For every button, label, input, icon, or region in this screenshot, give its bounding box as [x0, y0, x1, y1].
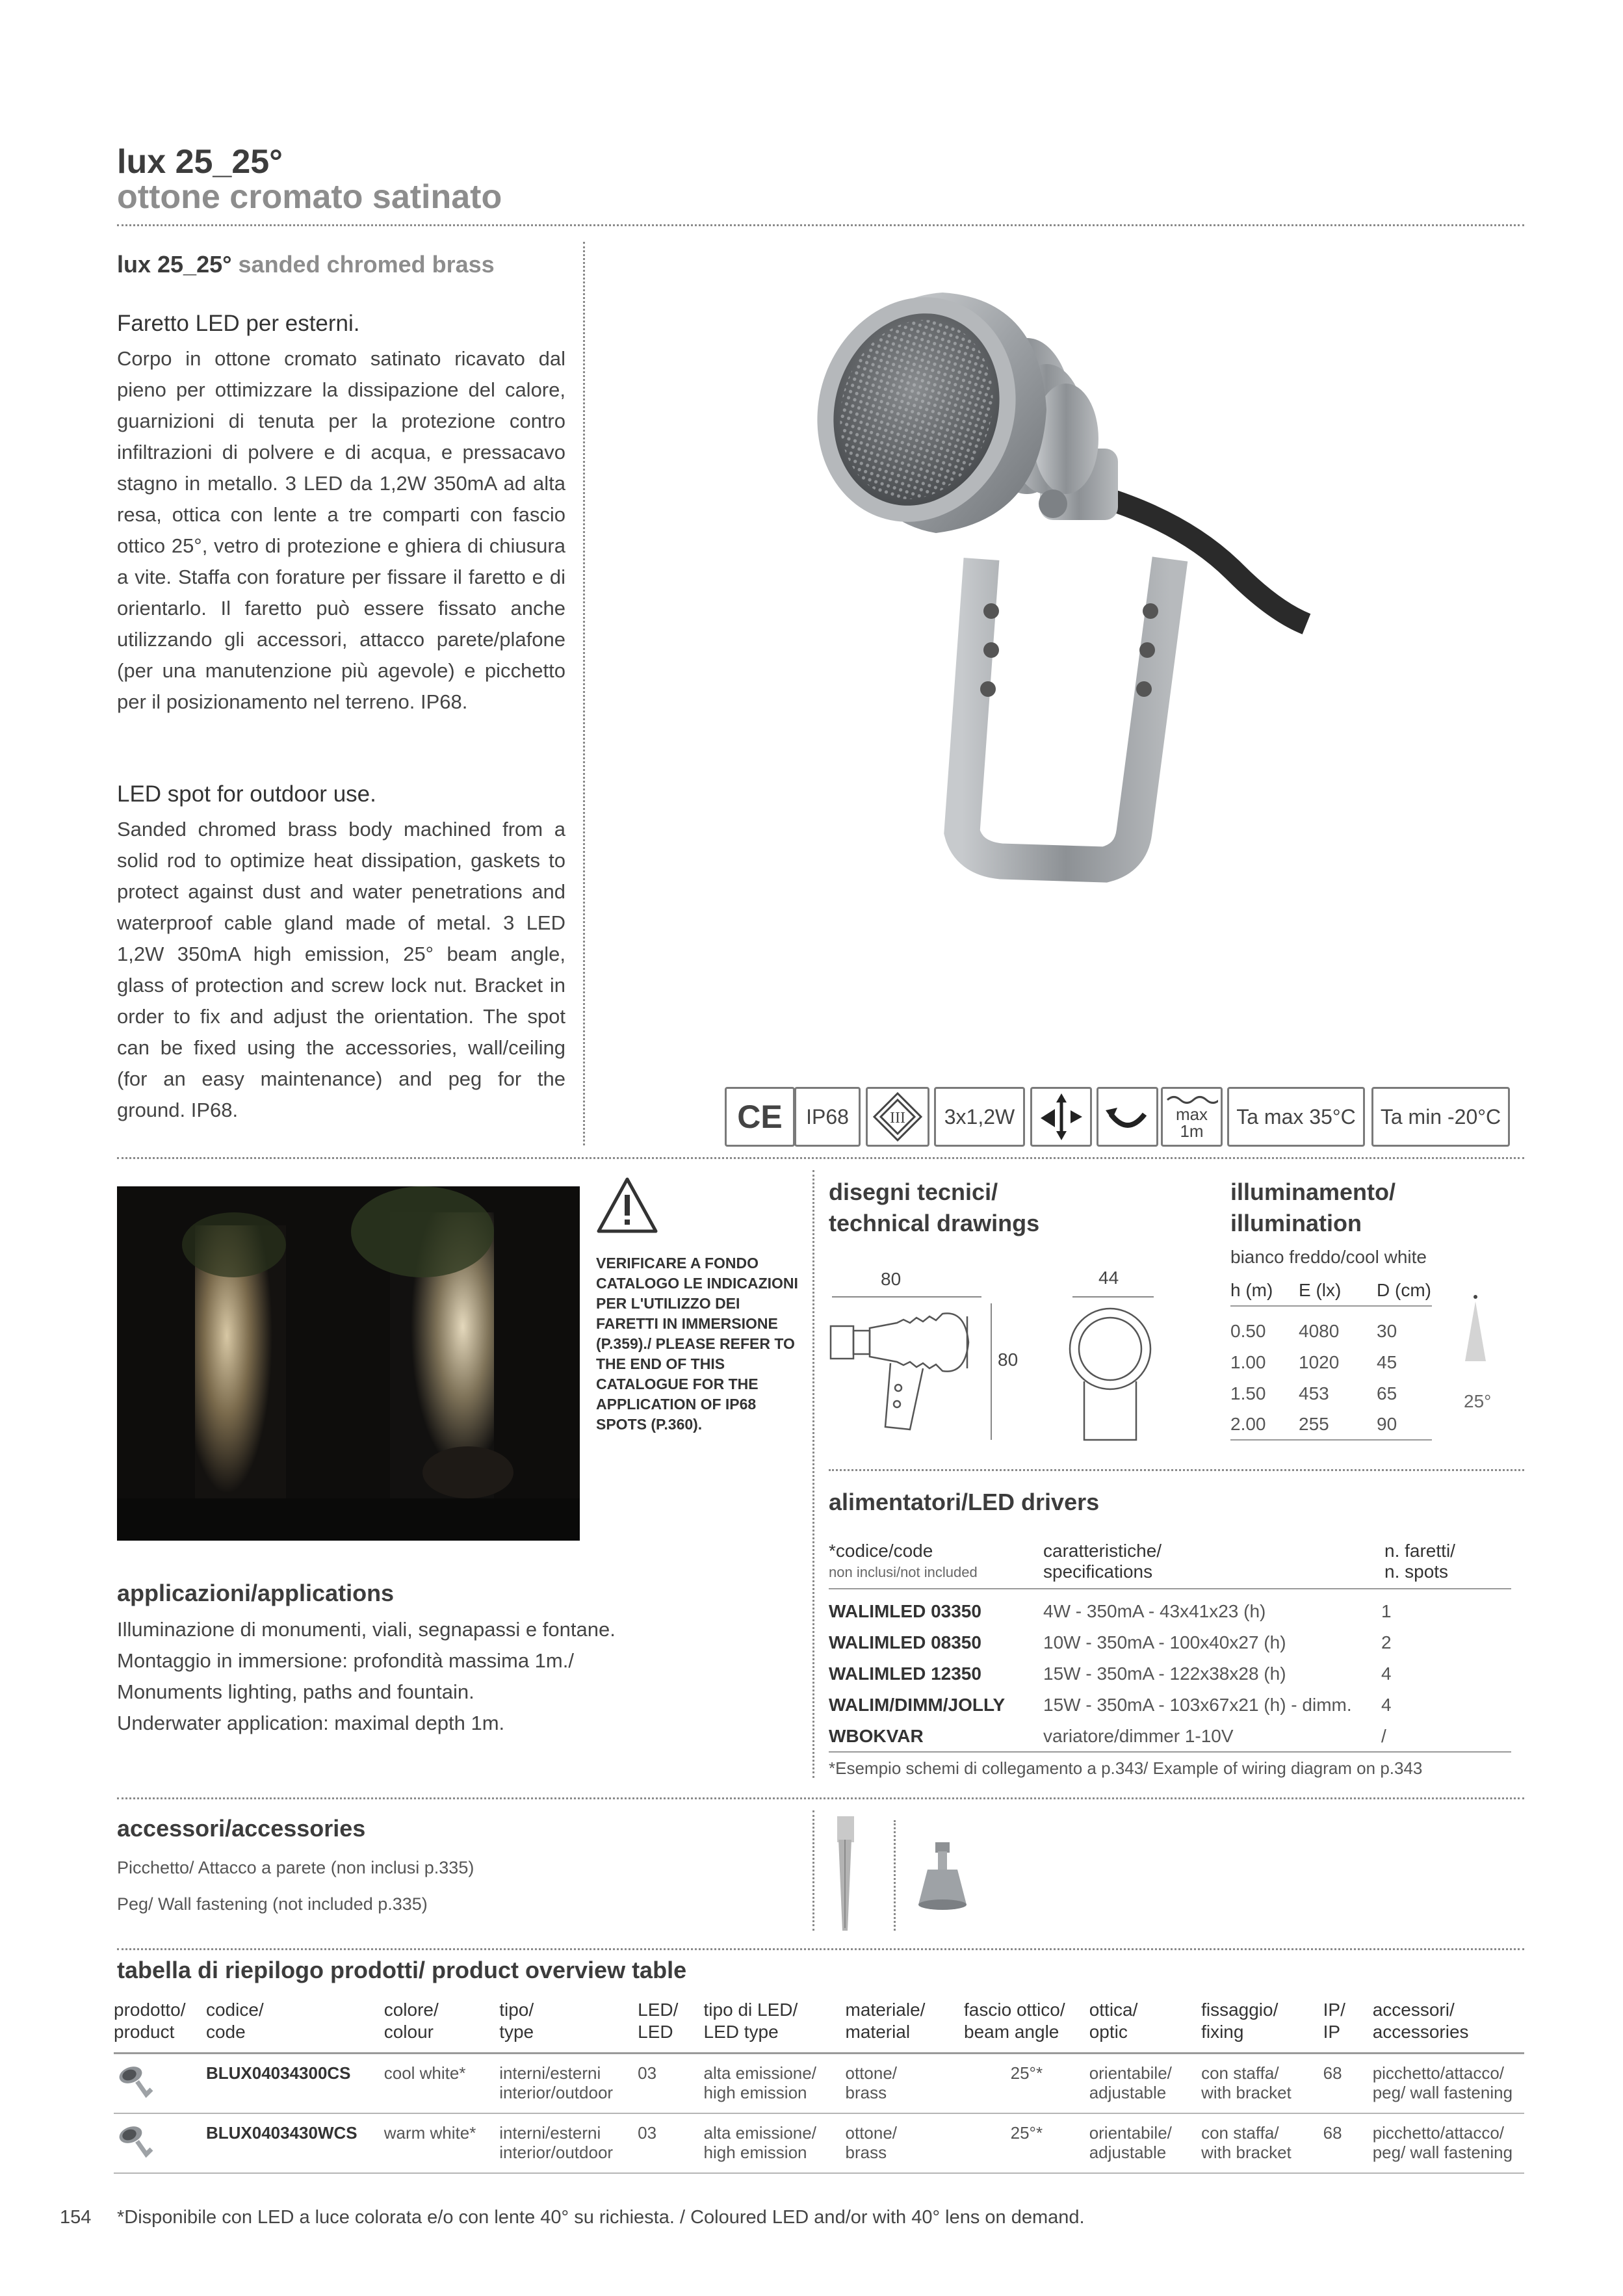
col-led: LED/ LED [638, 1999, 703, 2054]
immersion-depth-icon: max 1m [1161, 1087, 1223, 1147]
table-row: WBOKVAR variatore/dimmer 1-10V / [829, 1721, 1511, 1752]
table-row: WALIM/DIMM/JOLLY 15W - 350mA - 103x67x21 (h) - dimm. 4 [829, 1695, 1392, 1715]
col-product: prodotto/ product [114, 1999, 206, 2054]
illumination-row: 2.00 255 90 [1230, 1409, 1432, 1441]
rotation-icon [1097, 1087, 1158, 1147]
table-row: WALIMLED 08350 10W - 350mA - 100x40x27 (h) 2 [829, 1632, 1392, 1652]
ta-max-badge: Ta max 35°C [1227, 1087, 1365, 1147]
column-divider [583, 242, 585, 1145]
illumination-row: 1.00 1020 45 [1230, 1352, 1397, 1372]
drivers-title: alimentatori/LED drivers [829, 1489, 1100, 1515]
beam-cone-icon [1456, 1294, 1495, 1365]
product-thumbnail [114, 2054, 206, 2114]
ta-min-badge: Ta min -20°C [1371, 1087, 1510, 1147]
applications-text: Illuminazione di monumenti, viali, segnapassi e fontane. Montaggio in immersione: profondità massima 1m./ Monuments lighting, paths and fountain. Underwater application: maximal depth 1m. [117, 1618, 616, 1734]
table-row: WALIMLED 03350 4W - 350mA - 43x41x23 (h) 1 [829, 1601, 1392, 1621]
divider [117, 224, 1524, 226]
divider [117, 1948, 1524, 1950]
product-photo [767, 273, 1391, 910]
product-thumbnail [114, 2113, 206, 2173]
drivers-table [829, 1596, 1511, 1753]
light-colour-label: bianco freddo/cool white [1230, 1247, 1427, 1267]
warning-icon [595, 1175, 660, 1235]
col-fixing: fissaggio/ fixing [1201, 1999, 1323, 2054]
technical-drawing [825, 1290, 1163, 1450]
orientation-icon [1030, 1087, 1092, 1147]
application-photo [117, 1186, 580, 1541]
column-divider [894, 1820, 896, 1931]
col-beam: fascio ottico/ beam angle [964, 1999, 1089, 2054]
overview-table [114, 1999, 1524, 2174]
illumination-title: illuminamento/ illumination [1230, 1179, 1396, 1236]
dim-height-label: 80 [998, 1350, 1019, 1370]
column-divider [812, 1810, 814, 1931]
illumination-row: 1.50 453 65 [1230, 1383, 1397, 1403]
drawings-title: disegni tecnici/ technical drawings [829, 1179, 1040, 1236]
applications-title: applicazioni/applications [117, 1580, 395, 1606]
col-accessories: accessori/ accessories [1373, 1999, 1524, 2054]
col-type: tipo/ type [499, 1999, 638, 2054]
it-heading: Faretto LED per esterni. [117, 311, 360, 336]
column-divider [812, 1170, 814, 1778]
drivers-header: *codice/code non inclusi/not included caratteristiche/ specifications n. faretti/ n. spots [829, 1541, 1511, 1589]
illumination-table: h (m) E (lx) D (cm) 0.50 4080 30 1.00 1020 45 1.50 453 65 2.00 255 90 [1230, 1275, 1432, 1441]
col-material: materiale/ material [846, 1999, 965, 2054]
table-row: WALIMLED 12350 15W - 350mA - 122x38x28 (h) 4 [829, 1663, 1392, 1684]
dim-diameter-label: 44 [1098, 1268, 1119, 1288]
ce-mark-icon: CE [725, 1087, 795, 1147]
col-code: codice/ code [206, 1999, 384, 2054]
divider [117, 1157, 1524, 1159]
class-iii-icon [866, 1087, 929, 1147]
drivers-note: *Esempio schemi di collegamento a p.343/ Example of wiring diagram on p.343 [829, 1758, 1423, 1778]
it-description: Corpo in ottone cromato satinato ricavato dal pieno per ottimizzare la dissipazione del calore, guarnizioni di tenuta per la protezione contro infiltrazioni di polvere e di acqua, e pressacavo stagno in metallo. 3 LED da 1,2W 350mA ad alta resa, ottica con lente a tre comparti con fascio ottico 25°, vetro di protezione e ghiera di chiusura a vite. Staffa con forature per fissare il faretto e di orientarlo. Il faretto può essere fissato anche utilizzando gli accessori, attacco parete/plafone (per una manutenzione più agevole) e picchetto per il posizionamento nel terreno. IP68. [117, 347, 565, 713]
en-description: Sanded chromed brass body machined from a solid rod to optimize heat dissipation, gaskets to protect against dust and water penetrations and waterproof cable gland made of metal. 3 LED 1,2W 350mA high emission, 25° beam angle, glass of protection and screw lock nut. Bracket in order to fix and adjust the orientation. The spot can be fixed using the accessories, wall/ceiling (for an easy maintenance) and peg for the ground. IP68. [117, 818, 565, 1121]
english-title: lux 25_25° sanded chromed brass [117, 251, 495, 278]
table-row: BLUX04034300CS cool white* interni/esterni interior/outdoor 03 alta emissione/ high emission ottone/ brass 25°* orientabile/ adjustable con staffa/ with bracket 68 picchetto/attacco/ peg/ wall fastening [114, 2054, 1524, 2114]
svg-text:III: III [890, 1110, 905, 1127]
col-led-type: tipo di LED/ LED type [704, 1999, 846, 2054]
peg-accessory-image [825, 1814, 871, 1937]
wall-fastening-accessory-image [913, 1840, 972, 1911]
divider [117, 1797, 1524, 1799]
divider [829, 1469, 1524, 1471]
col-optic: ottica/ optic [1089, 1999, 1201, 2054]
power-badge: 3x1,2W [934, 1087, 1025, 1147]
dim-width-label: 80 [881, 1269, 902, 1289]
col-ip: IP/ IP [1323, 1999, 1373, 2054]
illumination-row: 0.50 4080 30 [1230, 1321, 1397, 1341]
footer-note: *Disponibile con LED a luce colorata e/o con lente 40° su richiesta. / Coloured LED and/or with 40° lens on demand. [117, 2207, 1085, 2228]
en-heading: LED spot for outdoor use. [117, 781, 376, 807]
product-title: lux 25_25° [117, 143, 283, 181]
ip-rating-badge: IP68 [794, 1087, 861, 1147]
warning-text: VERIFICARE A FONDO CATALOGO LE INDICAZIONI PER L'UTILIZZO DEI FARETTI IN IMMERSIONE (P.359)./ PLEASE REFER TO THE END OF THIS CATALOGUE FOR THE APPLICATION OF IP68 SPOTS (P.360). [596, 1255, 798, 1433]
accessories-en: Peg/ Wall fastening (not included p.335) [117, 1894, 428, 1914]
product-subtitle: ottone cromato satinato [117, 178, 502, 216]
table-row: BLUX0403430WCS warm white* interni/esterni interior/outdoor 03 alta emissione/ high emission ottone/ brass 25°* orientabile/ adjustable con staffa/ with bracket 68 picchetto/attacco/ peg/ wall fastening [114, 2113, 1524, 2173]
page-number: 154 [60, 2207, 92, 2228]
beam-angle-label: 25° [1464, 1391, 1492, 1411]
table-header-row [114, 1999, 1524, 2054]
overview-title: tabella di riepilogo prodotti/ product overview table [117, 1957, 687, 1983]
col-colour: colore/ colour [384, 1999, 499, 2054]
accessories-it: Picchetto/ Attacco a parete (non inclusi p.335) [117, 1858, 474, 1877]
accessories-title: accessori/accessories [117, 1815, 366, 1842]
